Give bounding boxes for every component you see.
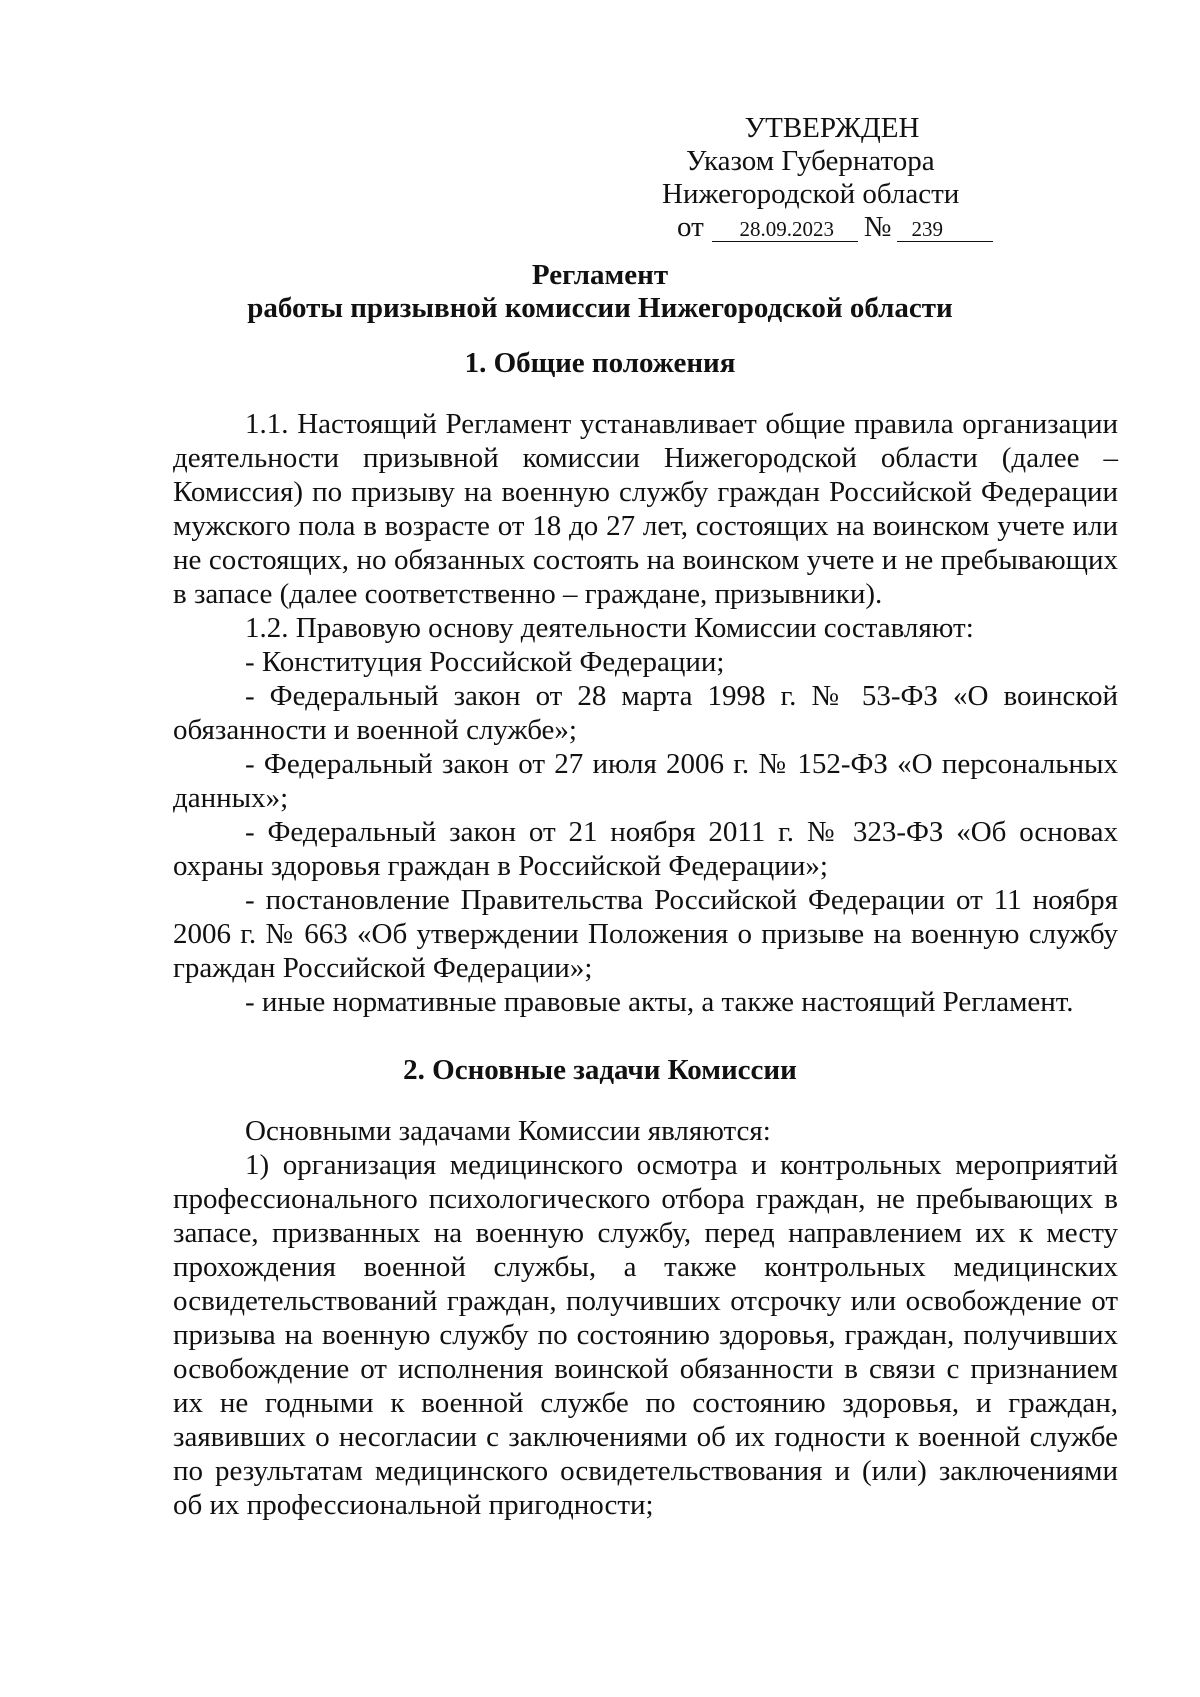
legal-basis-item: - Федеральный закон от 28 марта 1998 г. № 53-ФЗ «О воинской обязанности и военной службе»; — [173, 680, 1118, 746]
task-item-1: 1) организация медицинского осмотра и контрольных мероприятий профессионального психологического отбора граждан, не пребывающих в запасе, призванных на военную службу, перед направлением их к месту прохождения военной службы, а также контрольных медицинских освидетельствований граждан, получивших отсрочку или освобождение от призыва на военную службу по состоянию здоровья, граждан, получивших освобождение от исполнения воинской обязанности в связи с признанием их не годными к военной службе по состоянию здоровья, и граждан, заявивших о несогласии с заключениями об их годности к военной службе по результатам медицинского освидетельствования и (или) заключениями об их профессиональной пригодности; — [173, 1149, 1118, 1521]
approved-word: УТВЕРЖДЕН — [744, 112, 920, 144]
section-2-body — [173, 1114, 1118, 1522]
legal-basis-item: - Федеральный закон от 21 ноября 2011 г. № 323-ФЗ «Об основах охраны здоровья граждан в Российской Федерации»; — [173, 816, 1118, 882]
decree-line: Указом Губернатора — [686, 145, 935, 177]
title-line-1: Регламент — [531, 259, 669, 291]
paragraph-1-1: 1.1. Настоящий Регламент устанавливает общие правила организации деятельности призывной комиссии Нижегородской области (далее – Комиссия) по призыву на военную службу граждан Российской Федерации мужского пола в возрасте от 18 до 27 лет, состоящих на воинском учете или не состоящих, но обязанных состоять на воинском учете и не пребывающих в запасе (далее соответственно – граждане, призывники). — [173, 408, 1118, 610]
paragraph-1-2: 1.2. Правовую основу деятельности Комиссии составляют: — [245, 612, 974, 644]
region-line: Нижегородской области — [662, 178, 960, 210]
approval-block — [660, 112, 1000, 211]
document-title — [160, 259, 1040, 325]
section-1-heading: 1. Общие положения — [464, 347, 736, 379]
decree-date-number-line — [677, 211, 993, 244]
decree-number-field: 239 — [897, 217, 993, 242]
tasks-intro: Основными задачами Комиссии являются: — [245, 1115, 771, 1147]
legal-basis-item: - постановление Правительства Российской Федерации от 11 ноября 2006 г. № 663 «Об утверждении Положения о призыве на военную службу граждан Российской Федерации»; — [173, 884, 1118, 984]
legal-basis-item: - Конституция Российской Федерации; — [245, 646, 725, 678]
decree-date-field: 28.09.2023 — [712, 217, 858, 242]
title-line-2: работы призывной комиссии Нижегородской области — [247, 292, 953, 324]
section-2-heading: 2. Основные задачи Комиссии — [403, 1054, 797, 1086]
legal-basis-item: - Федеральный закон от 27 июля 2006 г. № 152-ФЗ «О персональных данных»; — [173, 748, 1118, 814]
legal-basis-item: - иные нормативные правовые акты, а также настоящий Регламент. — [245, 986, 1074, 1018]
from-label: от — [677, 211, 704, 243]
number-sign: № — [863, 211, 892, 243]
section-1-body — [173, 407, 1118, 1019]
